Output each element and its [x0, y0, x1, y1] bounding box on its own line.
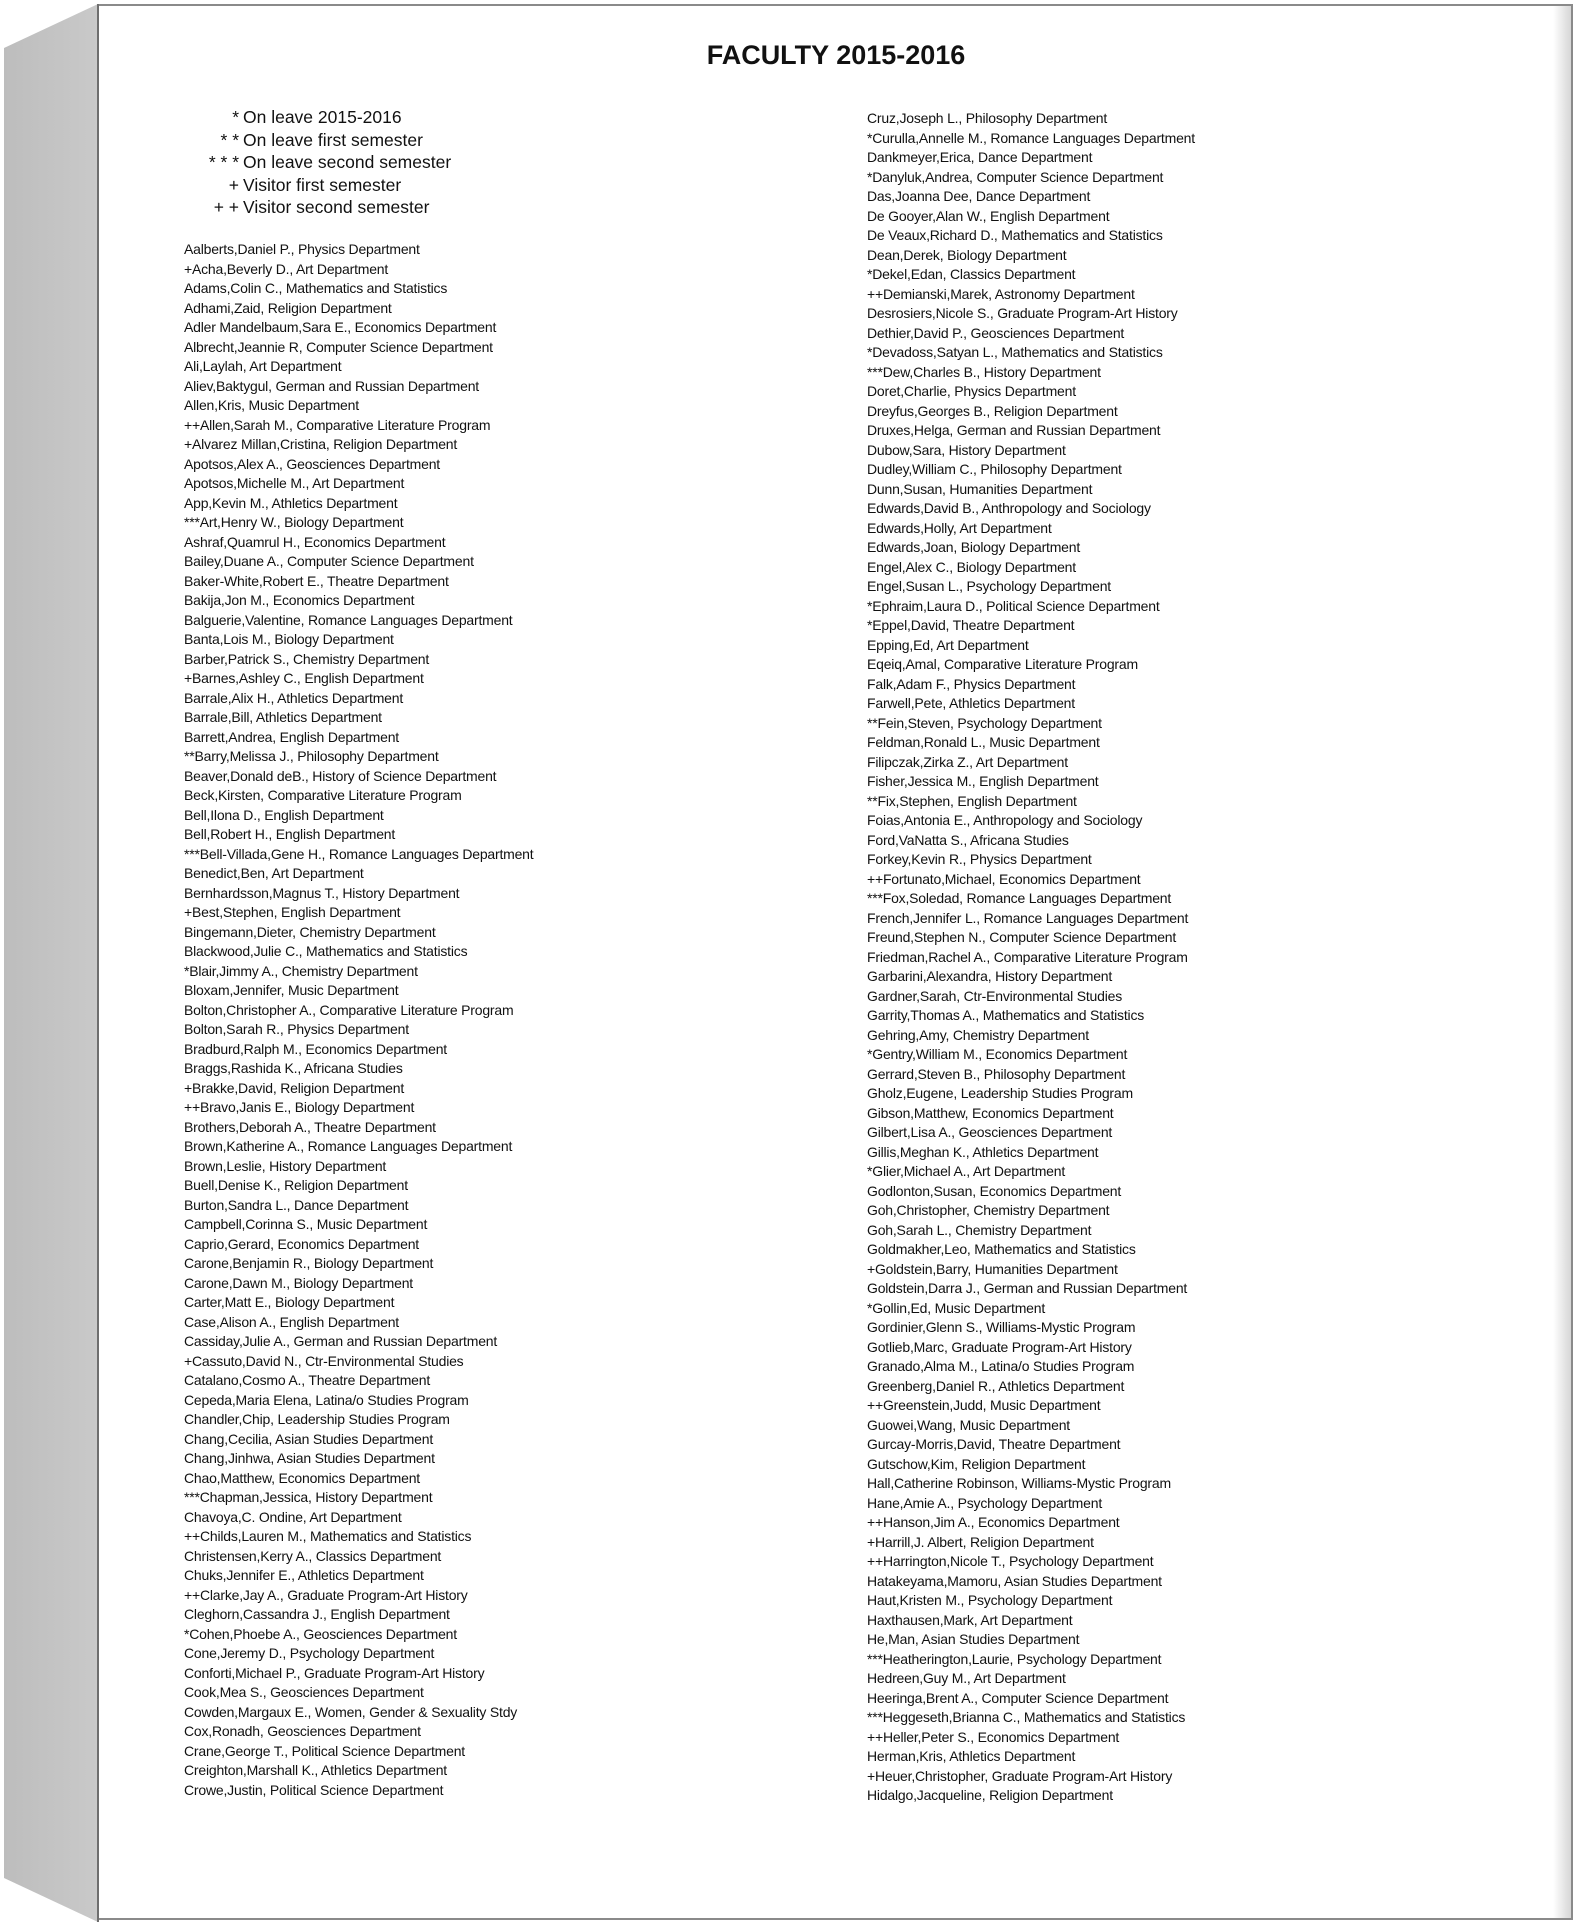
faculty-entry: Balguerie,Valentine, Romance Languages Department: [184, 611, 513, 628]
faculty-entry: Campbell,Corinna S., Music Department: [184, 1216, 428, 1232]
faculty-entry: Beaver,Donald deB., History of Science Department: [184, 767, 497, 784]
faculty-entry: Creighton,Marshall K., Athletics Department: [184, 1762, 447, 1778]
faculty-entry: Friedman,Rachel A., Comparative Literature Program: [867, 948, 1188, 965]
faculty-entry: ++Fortunato,Michael, Economics Department: [867, 870, 1141, 887]
faculty-entry: Feldman,Ronald L., Music Department: [867, 734, 1100, 750]
faculty-entry: Barrale,Alix H., Athletics Department: [184, 689, 404, 706]
faculty-entry: **Barry,Melissa J., Philosophy Department: [184, 748, 439, 764]
legend-text: Visitor first semester: [243, 174, 402, 195]
faculty-entry: Fisher,Jessica M., English Department: [867, 773, 1099, 789]
faculty-entry: Crane,George T., Political Science Department: [184, 1742, 465, 1759]
faculty-entry: Haut,Kristen M., Psychology Department: [867, 1592, 1113, 1608]
legend-symbol: + +: [213, 197, 239, 217]
faculty-entry: Heeringa,Brent A., Computer Science Department: [867, 1689, 1169, 1706]
faculty-entry: *Gentry,William M., Economics Department: [867, 1046, 1128, 1062]
faculty-entry: Aalberts,Daniel P., Physics Department: [184, 241, 420, 257]
faculty-entry: **Fix,Stephen, English Department: [867, 792, 1077, 809]
faculty-entry: Gotlieb,Marc, Graduate Program-Art History: [867, 1338, 1132, 1355]
faculty-entry: *Devadoss,Satyan L., Mathematics and Statistics: [867, 344, 1163, 360]
faculty-entry: Forkey,Kevin R., Physics Department: [867, 851, 1092, 867]
faculty-entry: Apotsos,Michelle M., Art Department: [184, 475, 405, 491]
document-edge-left: [4, 4, 98, 1922]
faculty-entry: Albrecht,Jeannie R, Computer Science Department: [184, 338, 493, 355]
faculty-entry: +Alvarez Millan,Cristina, Religion Department: [184, 436, 458, 452]
faculty-entry: Gehring,Amy, Chemistry Department: [867, 1026, 1089, 1043]
faculty-list-right: [867, 109, 1195, 1806]
faculty-entry: Cone,Jeremy D., Psychology Department: [184, 1645, 435, 1661]
faculty-entry: Barber,Patrick S., Chemistry Department: [184, 650, 430, 667]
faculty-entry: Gordinier,Glenn S., Williams-Mystic Program: [867, 1319, 1136, 1335]
faculty-entry: Gibson,Matthew, Economics Department: [867, 1104, 1114, 1121]
faculty-entry: De Veaux,Richard D., Mathematics and Statistics: [867, 227, 1163, 243]
faculty-entry: Desrosiers,Nicole S., Graduate Program-Art History: [867, 305, 1178, 321]
faculty-entry: ++Hanson,Jim A., Economics Department: [867, 1514, 1120, 1530]
faculty-entry: +Barnes,Ashley C., English Department: [184, 670, 424, 686]
faculty-entry: Falk,Adam F., Physics Department: [867, 675, 1076, 692]
faculty-entry: Dudley,William C., Philosophy Department: [867, 461, 1122, 477]
faculty-entry: Adler Mandelbaum,Sara E., Economics Department: [184, 319, 497, 335]
faculty-entry: Goh,Sarah L., Chemistry Department: [867, 1221, 1092, 1238]
faculty-entry: Braggs,Rashida K., Africana Studies: [184, 1060, 403, 1076]
faculty-entry: Edwards,Joan, Biology Department: [867, 539, 1081, 555]
page-shadow: [1553, 6, 1571, 1918]
faculty-entry: Bailey,Duane A., Computer Science Department: [184, 553, 474, 569]
legend-row: [205, 196, 451, 219]
faculty-entry: +Heuer,Christopher, Graduate Program-Art History: [867, 1767, 1173, 1784]
faculty-entry: *Glier,Michael A., Art Department: [867, 1163, 1066, 1179]
faculty-entry: Cassiday,Julie A., German and Russian Department: [184, 1333, 498, 1349]
faculty-entry: Christensen,Kerry A., Classics Department: [184, 1547, 442, 1564]
faculty-entry: **Fein,Steven, Psychology Department: [867, 714, 1102, 731]
faculty-entry: ***Bell-Villada,Gene H., Romance Languages Department: [184, 845, 534, 862]
faculty-entry: De Gooyer,Alan W., English Department: [867, 207, 1110, 224]
legend-row: [205, 151, 451, 174]
faculty-entry: Aliev,Baktygul, German and Russian Department: [184, 377, 479, 394]
faculty-entry: Doret,Charlie, Physics Department: [867, 383, 1076, 399]
legend-symbol: * * *: [208, 152, 239, 172]
faculty-entry: ***Dew,Charles B., History Department: [867, 363, 1101, 380]
faculty-entry: Gholz,Eugene, Leadership Studies Program: [867, 1085, 1133, 1101]
faculty-entry: +Cassuto,David N., Ctr-Environmental Studies: [184, 1352, 464, 1369]
faculty-entry: Carter,Matt E., Biology Department: [184, 1294, 395, 1310]
faculty-entry: ***Chapman,Jessica, History Department: [184, 1489, 433, 1505]
faculty-entry: *Danyluk,Andrea, Computer Science Department: [867, 168, 1164, 185]
faculty-entry: Greenberg,Daniel R., Athletics Department: [867, 1377, 1125, 1394]
faculty-entry: Barrett,Andrea, English Department: [184, 728, 399, 745]
faculty-entry: Gurcay-Morris,David, Theatre Department: [867, 1436, 1121, 1452]
faculty-entry: *Dekel,Edan, Classics Department: [867, 266, 1076, 282]
faculty-entry: ***Heggeseth,Brianna C., Mathematics and Statistics: [867, 1709, 1186, 1725]
faculty-entry: ++Demianski,Marek, Astronomy Department: [867, 285, 1135, 302]
faculty-entry: Das,Joanna Dee, Dance Department: [867, 188, 1091, 204]
faculty-entry: *Ephraim,Laura D., Political Science Department: [867, 597, 1160, 614]
faculty-entry: +Brakke,David, Religion Department: [184, 1079, 405, 1096]
faculty-entry: Chang,Cecilia, Asian Studies Department: [184, 1430, 434, 1447]
faculty-entry: Adhami,Zaid, Religion Department: [184, 299, 392, 316]
faculty-entry: *Curulla,Annelle M., Romance Languages Department: [867, 129, 1195, 146]
faculty-entry: Godlonton,Susan, Economics Department: [867, 1182, 1122, 1199]
faculty-entry: Haxthausen,Mark, Art Department: [867, 1611, 1073, 1628]
faculty-entry: Carone,Dawn M., Biology Department: [184, 1274, 413, 1291]
faculty-entry: Dethier,David P., Geosciences Department: [867, 324, 1125, 341]
faculty-entry: Catalano,Cosmo A., Theatre Department: [184, 1372, 431, 1388]
faculty-entry: Hidalgo,Jacqueline, Religion Department: [867, 1787, 1113, 1803]
faculty-entry: Bolton,Sarah R., Physics Department: [184, 1021, 409, 1037]
legend-text: On leave 2015-2016: [243, 107, 402, 127]
faculty-entry: Guowei,Wang, Music Department: [867, 1416, 1070, 1433]
faculty-entry: Brothers,Deborah A., Theatre Department: [184, 1118, 436, 1135]
faculty-entry: Gerrard,Steven B., Philosophy Department: [867, 1065, 1126, 1082]
faculty-entry: Dean,Derek, Biology Department: [867, 246, 1067, 263]
faculty-entry: Bakija,Jon M., Economics Department: [184, 592, 415, 608]
faculty-entry: Engel,Susan L., Psychology Department: [867, 578, 1111, 594]
faculty-entry: Bradburd,Ralph M., Economics Department: [184, 1040, 447, 1057]
faculty-entry: Cook,Mea S., Geosciences Department: [184, 1684, 424, 1700]
faculty-entry: +Harrill,J. Albert, Religion Department: [867, 1533, 1094, 1550]
faculty-entry: Herman,Kris, Athletics Department: [867, 1748, 1076, 1764]
faculty-entry: Adams,Colin C., Mathematics and Statistics: [184, 280, 448, 296]
faculty-entry: Gardner,Sarah, Ctr-Environmental Studies: [867, 987, 1123, 1004]
faculty-entry: Gutschow,Kim, Religion Department: [867, 1455, 1086, 1472]
legend-text: Visitor second semester: [243, 197, 430, 217]
faculty-entry: Edwards,David B., Anthropology and Sociology: [867, 500, 1151, 516]
faculty-entry: Benedict,Ben, Art Department: [184, 865, 364, 881]
faculty-entry: Chandler,Chip, Leadership Studies Program: [184, 1411, 450, 1427]
faculty-entry: Dubow,Sara, History Department: [867, 441, 1066, 458]
faculty-entry: *Gollin,Ed, Music Department: [867, 1299, 1046, 1316]
faculty-entry: Goh,Christopher, Chemistry Department: [867, 1202, 1110, 1218]
legend-symbol: *: [232, 107, 239, 127]
faculty-entry: Hedreen,Guy M., Art Department: [867, 1670, 1066, 1686]
faculty-entry: Hane,Amie A., Psychology Department: [867, 1494, 1103, 1511]
legend-row: [205, 106, 451, 129]
faculty-entry: Ashraf,Quamrul H., Economics Department: [184, 533, 446, 550]
faculty-entry: Caprio,Gerard, Economics Department: [184, 1235, 419, 1252]
faculty-entry: ++Bravo,Janis E., Biology Department: [184, 1099, 415, 1115]
faculty-entry: *Cohen,Phoebe A., Geosciences Department: [184, 1625, 457, 1642]
legend-text: On leave second semester: [243, 152, 452, 172]
faculty-entry: Blackwood,Julie C., Mathematics and Statistics: [184, 943, 468, 959]
faculty-entry: Garbarini,Alexandra, History Department: [867, 968, 1113, 984]
faculty-entry: Cepeda,Maria Elena, Latina/o Studies Program: [184, 1391, 469, 1408]
faculty-entry: ***Art,Henry W., Biology Department: [184, 514, 404, 530]
faculty-entry: Chao,Matthew, Economics Department: [184, 1469, 420, 1486]
faculty-entry: ++Childs,Lauren M., Mathematics and Statistics: [184, 1528, 472, 1544]
faculty-entry: ++Allen,Sarah M., Comparative Literature Program: [184, 416, 491, 433]
faculty-entry: Bernhardsson,Magnus T., History Department: [184, 884, 460, 901]
faculty-entry: Eqeiq,Amal, Comparative Literature Program: [867, 656, 1138, 672]
faculty-entry: Barrale,Bill, Athletics Department: [184, 709, 382, 725]
faculty-entry: +Acha,Beverly D., Art Department: [184, 260, 389, 277]
faculty-entry: Buell,Denise K., Religion Department: [184, 1177, 408, 1193]
faculty-entry: +Best,Stephen, English Department: [184, 904, 401, 920]
faculty-entry: Cox,Ronadh, Geosciences Department: [184, 1723, 421, 1739]
faculty-entry: Bingemann,Dieter, Chemistry Department: [184, 923, 436, 940]
faculty-entry: ***Heatherington,Laurie, Psychology Department: [867, 1650, 1162, 1667]
faculty-entry: Garrity,Thomas A., Mathematics and Statistics: [867, 1007, 1145, 1023]
faculty-entry: Goldstein,Darra J., German and Russian Department: [867, 1280, 1188, 1296]
faculty-entry: Chavoya,C. Ondine, Art Department: [184, 1508, 402, 1525]
faculty-list-left: [184, 240, 533, 1800]
faculty-entry: Baker-White,Robert E., Theatre Department: [184, 572, 449, 589]
faculty-entry: Crowe,Justin, Political Science Department: [184, 1781, 444, 1798]
faculty-entry: Engel,Alex C., Biology Department: [867, 558, 1076, 575]
faculty-entry: He,Man, Asian Studies Department: [867, 1631, 1080, 1647]
faculty-entry: Druxes,Helga, German and Russian Department: [867, 422, 1161, 438]
faculty-entry: Epping,Ed, Art Department: [867, 636, 1029, 653]
faculty-entry: Dreyfus,Georges B., Religion Department: [867, 402, 1118, 419]
legend-row: [205, 174, 451, 197]
faculty-entry: Chang,Jinhwa, Asian Studies Department: [184, 1450, 435, 1466]
page-title: FACULTY 2015-2016: [706, 40, 966, 70]
faculty-entry: Gillis,Meghan K., Athletics Department: [867, 1143, 1099, 1160]
faculty-entry: Conforti,Michael P., Graduate Program-Art History: [184, 1664, 485, 1681]
faculty-entry: Freund,Stephen N., Computer Science Department: [867, 929, 1177, 945]
faculty-entry: Hall,Catherine Robinson, Williams-Mystic Program: [867, 1475, 1171, 1491]
faculty-entry: Farwell,Pete, Athletics Department: [867, 695, 1075, 711]
faculty-entry: Allen,Kris, Music Department: [184, 397, 359, 413]
faculty-entry: Carone,Benjamin R., Biology Department: [184, 1255, 434, 1271]
legend-symbol: +: [228, 174, 239, 195]
faculty-entry: ++Harrington,Nicole T., Psychology Department: [867, 1553, 1154, 1569]
faculty-entry: Filipczak,Zirka Z., Art Department: [867, 753, 1068, 770]
faculty-entry: Burton,Sandra L., Dance Department: [184, 1196, 409, 1213]
legend: [205, 106, 451, 219]
faculty-entry: +Goldstein,Barry, Humanities Department: [867, 1260, 1118, 1277]
faculty-entry: Granado,Alma M., Latina/o Studies Program: [867, 1358, 1135, 1374]
faculty-entry: Brown,Leslie, History Department: [184, 1157, 387, 1174]
faculty-entry: ++Clarke,Jay A., Graduate Program-Art History: [184, 1586, 468, 1603]
faculty-entry: Case,Alison A., English Department: [184, 1313, 399, 1330]
faculty-entry: App,Kevin M., Athletics Department: [184, 494, 398, 511]
faculty-entry: Cowden,Margaux E., Women, Gender & Sexuality Stdy: [184, 1703, 518, 1720]
faculty-entry: Dunn,Susan, Humanities Department: [867, 480, 1093, 497]
faculty-entry: Edwards,Holly, Art Department: [867, 519, 1052, 536]
faculty-entry: Goldmakher,Leo, Mathematics and Statistics: [867, 1241, 1136, 1257]
faculty-entry: ++Heller,Peter S., Economics Department: [867, 1728, 1120, 1745]
faculty-entry: Banta,Lois M., Biology Department: [184, 631, 394, 647]
faculty-entry: Bell,Ilona D., English Department: [184, 806, 384, 823]
faculty-entry: *Blair,Jimmy A., Chemistry Department: [184, 962, 418, 979]
faculty-entry: Apotsos,Alex A., Geosciences Department: [184, 455, 440, 472]
faculty-entry: *Eppel,David, Theatre Department: [867, 617, 1075, 633]
faculty-entry: Bloxam,Jennifer, Music Department: [184, 982, 399, 998]
faculty-entry: French,Jennifer L., Romance Languages Department: [867, 909, 1189, 926]
faculty-entry: Foias,Antonia E., Anthropology and Sociology: [867, 812, 1143, 828]
faculty-entry: ++Greenstein,Judd, Music Department: [867, 1397, 1101, 1413]
faculty-entry: Gilbert,Lisa A., Geosciences Department: [867, 1124, 1113, 1140]
faculty-entry: ***Fox,Soledad, Romance Languages Department: [867, 890, 1172, 906]
document-page: [99, 4, 1573, 1920]
faculty-entry: Bolton,Christopher A., Comparative Literature Program: [184, 1001, 514, 1018]
faculty-entry: Chuks,Jennifer E., Athletics Department: [184, 1567, 424, 1583]
faculty-entry: Ali,Laylah, Art Department: [184, 358, 342, 374]
legend-text: On leave first semester: [243, 129, 423, 150]
faculty-entry: Brown,Katherine A., Romance Languages Department: [184, 1138, 513, 1154]
legend-symbol: * *: [220, 129, 239, 150]
legend-row: [205, 129, 451, 152]
faculty-entry: Ford,VaNatta S., Africana Studies: [867, 831, 1069, 848]
faculty-entry: Dankmeyer,Erica, Dance Department: [867, 149, 1093, 165]
faculty-entry: Cruz,Joseph L., Philosophy Department: [867, 110, 1108, 126]
faculty-entry: Bell,Robert H., English Department: [184, 826, 396, 842]
faculty-entry: Hatakeyama,Mamoru, Asian Studies Department: [867, 1572, 1162, 1589]
faculty-entry: Cleghorn,Cassandra J., English Department: [184, 1606, 450, 1622]
faculty-entry: Beck,Kirsten, Comparative Literature Program: [184, 787, 462, 803]
